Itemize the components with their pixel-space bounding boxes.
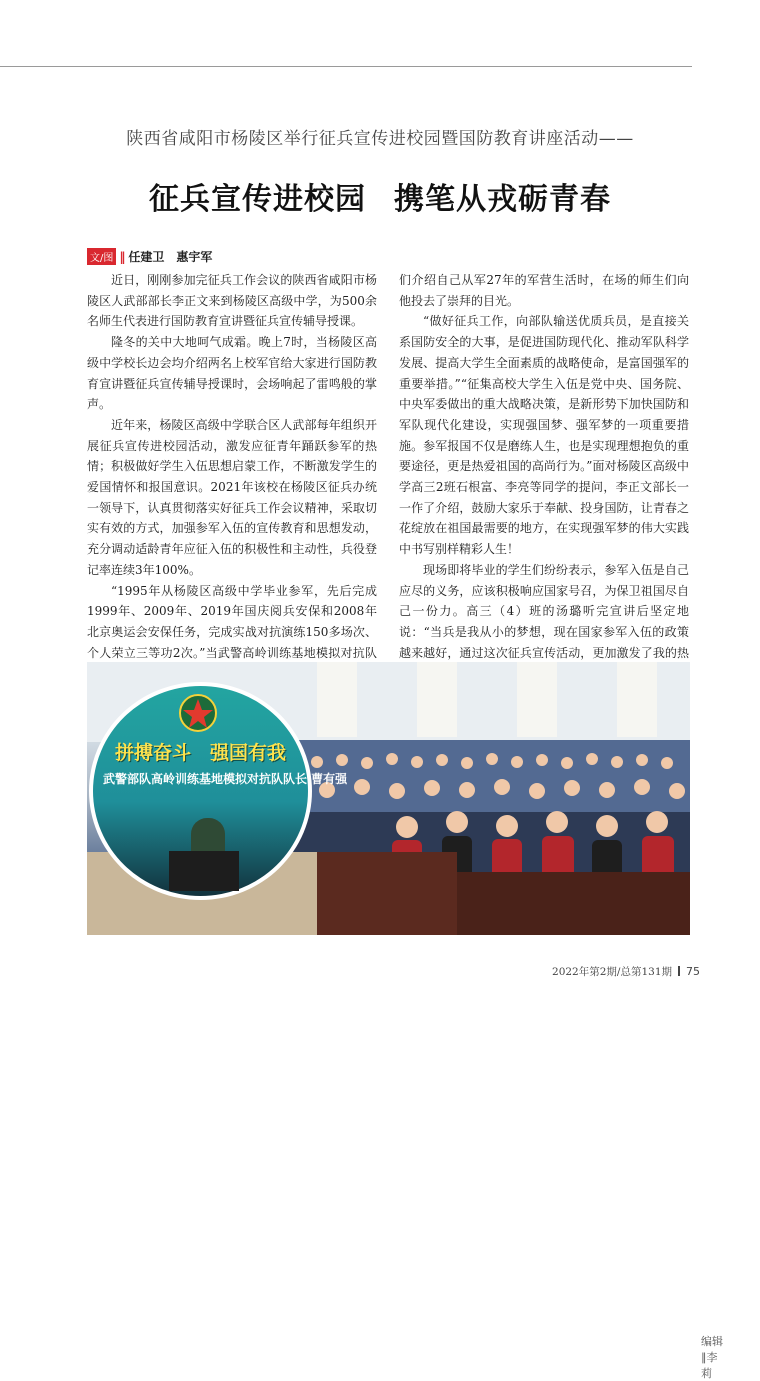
editor-credit: 编辑∥李 莉 xyxy=(701,1335,729,1380)
byline xyxy=(87,248,212,265)
page-number: 75 xyxy=(686,965,700,978)
paragraph: 近年来，杨陵区高级中学联合区人武部每年组织开展征兵宣传进校园活动，激发应征青年踊跃参军的热情；积极做好学生入伍思想启蒙工作，不断激发学生的爱国情怀和报国意识。2021年该校在杨陵区征兵办统一领导下，认真贯彻落实好征兵工作会议精神，采取切实有效的方式，加强参军入伍的宣传教育和思想发动，充分调动适龄青年应征入伍的积极性和主动性，兵役登记率连续3年100%。 xyxy=(87,417,377,577)
left-column xyxy=(87,270,377,725)
right-column xyxy=(399,270,689,685)
podium xyxy=(169,851,239,891)
byline-authors: 任建卫 惠宇军 xyxy=(128,250,213,264)
issue-info: 2022年第2期/总第131期 xyxy=(552,966,672,978)
paragraph: 隆冬的关中大地呵气成霜。晚上7时，当杨陵区高级中学校长边会均介绍两名上校军官给大家进行国防教育宣讲暨征兵宣传辅导授课时，会场响起了雷鸣般的掌声。 xyxy=(87,335,377,412)
banner-subtitle: 武警部队高岭训练基地模拟对抗队队长 曹有强 xyxy=(103,772,348,786)
footer-divider xyxy=(678,966,680,976)
paragraph: 们介绍自己从军27年的军营生活时，在场的师生们向他投去了崇拜的目光。 xyxy=(399,273,689,308)
article-title xyxy=(0,174,760,218)
title-part-2: 携笔从戎砺青春 xyxy=(394,182,611,217)
paragraph: 近日，刚刚参加完征兵工作会议的陕西省咸阳市杨陵区人武部部长李正文来到杨陵区高级中学，为500余名师生代表进行国防教育宣讲暨征兵宣传辅导授课。 xyxy=(87,273,377,329)
header-rule xyxy=(0,66,692,67)
title-part-1: 征兵宣传进校园 xyxy=(149,182,366,217)
speaker-photo-inset xyxy=(89,682,348,900)
byline-tag: 文/图 xyxy=(87,248,116,265)
article-subtitle: 陕西省咸阳市杨陵区举行征兵宣传进校园暨国防教育讲座活动—— xyxy=(126,129,634,149)
byline-separator-icon: ‖ xyxy=(119,250,126,264)
paragraph: “1995年从杨陵区高级中学毕业参军，先后完成1999年、2009年、2019年国庆阅兵安保和2008年北京奥运会安保任务，完成实战对抗演练150多场次、个人荣立三等功2次。”当武警高岭训练基地模拟对抗队 xyxy=(87,583,377,660)
page-footer xyxy=(552,964,700,979)
paragraph-text: 现场即将毕业的学生们纷纷表示，参军入伍是自己应尽的义务，应该积极响应国家号召，为保卫祖国尽自己一份力。高三（4）班的汤璐听完宣讲后坚定地说：“当兵是我从小的梦想，现在国家参军入伍的政策越来越好，通过这次征兵宣传活动，更加激发了我的热 xyxy=(399,562,689,660)
banner-slogan: 拼搏奋斗 强国有我 xyxy=(115,742,287,764)
paragraph: “做好征兵工作，向部队输送优质兵员，是直接关系国防安全的大事，是促进国防现代化、推动军队科学发展、提高大学生全面素质的战略使命，是富国强军的重要举措。”“征集高校大学生入伍是党中央、国务院、中央军委做出的重大战略决策，是新形势下加快国防和军队现代化建设，实现强国梦、强军梦的一项重要措施。参军报国不仅是磨练人生，也是实现理想抱负的重要途径，更是热爱祖国的高尚行为。”面对杨陵区高级中学高三2班石根富、李亮等同学的提问，李正文部长一一作了介绍，鼓励大家乐于奉献、投身国防，让青春之花绽放在祖国最需要的地方，在实现强军梦的伟大实践中书写别样精彩人生！ xyxy=(399,314,689,557)
army-emblem-icon xyxy=(178,692,218,734)
